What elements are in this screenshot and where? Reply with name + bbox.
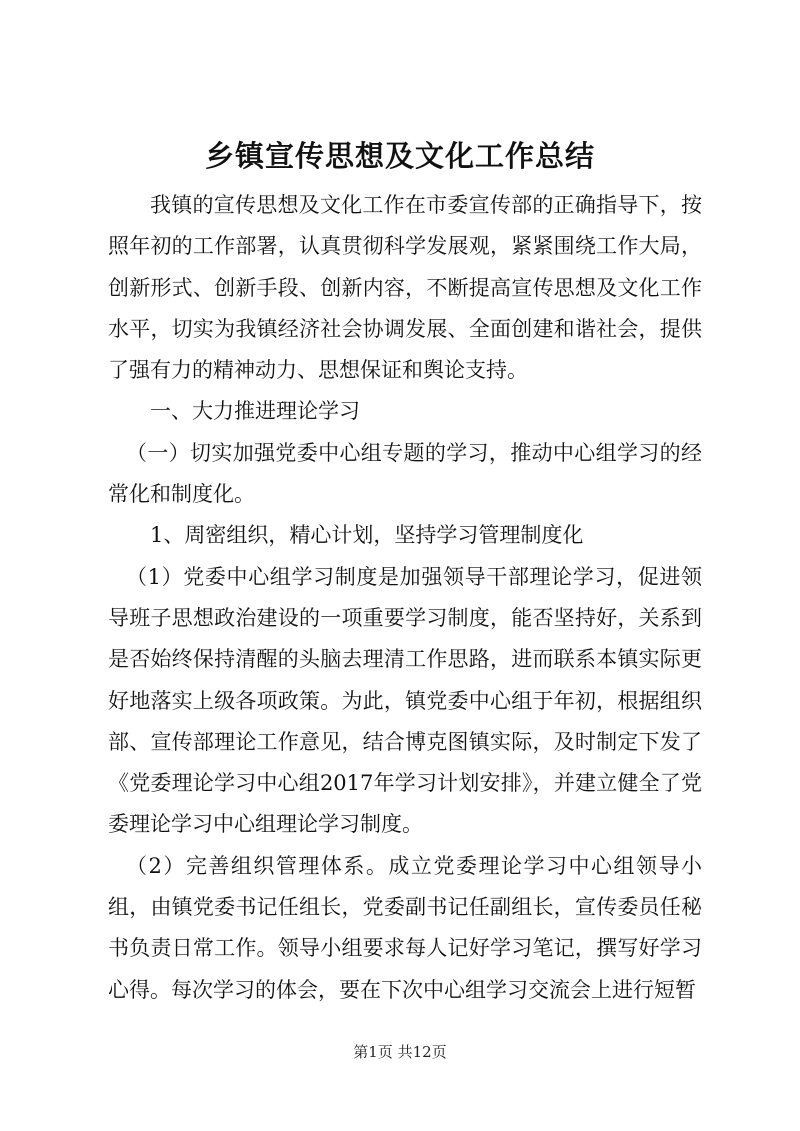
heading-subsection-one: （一）切实加强党委中心组专题的学习，推动中心组学习的经常化和制度化。 <box>108 440 702 507</box>
document-title: 乡镇宣传思想及文化工作总结 <box>204 139 595 173</box>
heading-section-one: 一、大力推进理论学习 <box>150 399 360 424</box>
paragraph-item-1: （1）党委中心组学习制度是加强领导干部理论学习，促进领导班子思想政治建设的一项重要学习制度，能否坚持好，关系到是否始终保持清醒的头脑去理清工作思路，进而联系本镇实际更好地落实上级各项政策。为此，镇党委中心组于年初，根据组织部、宣传部理论工作意见，结合博克图镇实际，及时制定下发了《党委理论学习中心组2017年学习计划安排》，并建立健全了党委理论学习中心组理论学习制度。 <box>108 564 702 837</box>
document-body <box>108 185 702 1011</box>
page-footer: 第1页 共12页 <box>353 1043 447 1061</box>
paragraph-intro: 我镇的宣传思想及文化工作在市委宣传部的正确指导下，按照年初的工作部署，认真贯彻科学发展观，紧紧围绕工作大局，创新形式、创新手段、创新内容，不断提高宣传思想及文化工作水平，切实为我镇经济社会协调发展、全面创建和谐社会，提供了强有力的精神动力、思想保证和舆论支持。 <box>108 193 702 383</box>
paragraph-item-2: （2）完善组织管理体系。成立党委理论学习中心组领导小组，由镇党委书记任组长，党委副书记任副组长，宣传委员任秘书负责日常工作。领导小组要求每人记好学习笔记，撰写好学习心得。每次学习的体会，要在下次中心组学习交流会上进行短暂 <box>108 853 702 1002</box>
heading-item-one: 1、周密组织，精心计划，坚持学习管理制度化 <box>150 523 584 548</box>
